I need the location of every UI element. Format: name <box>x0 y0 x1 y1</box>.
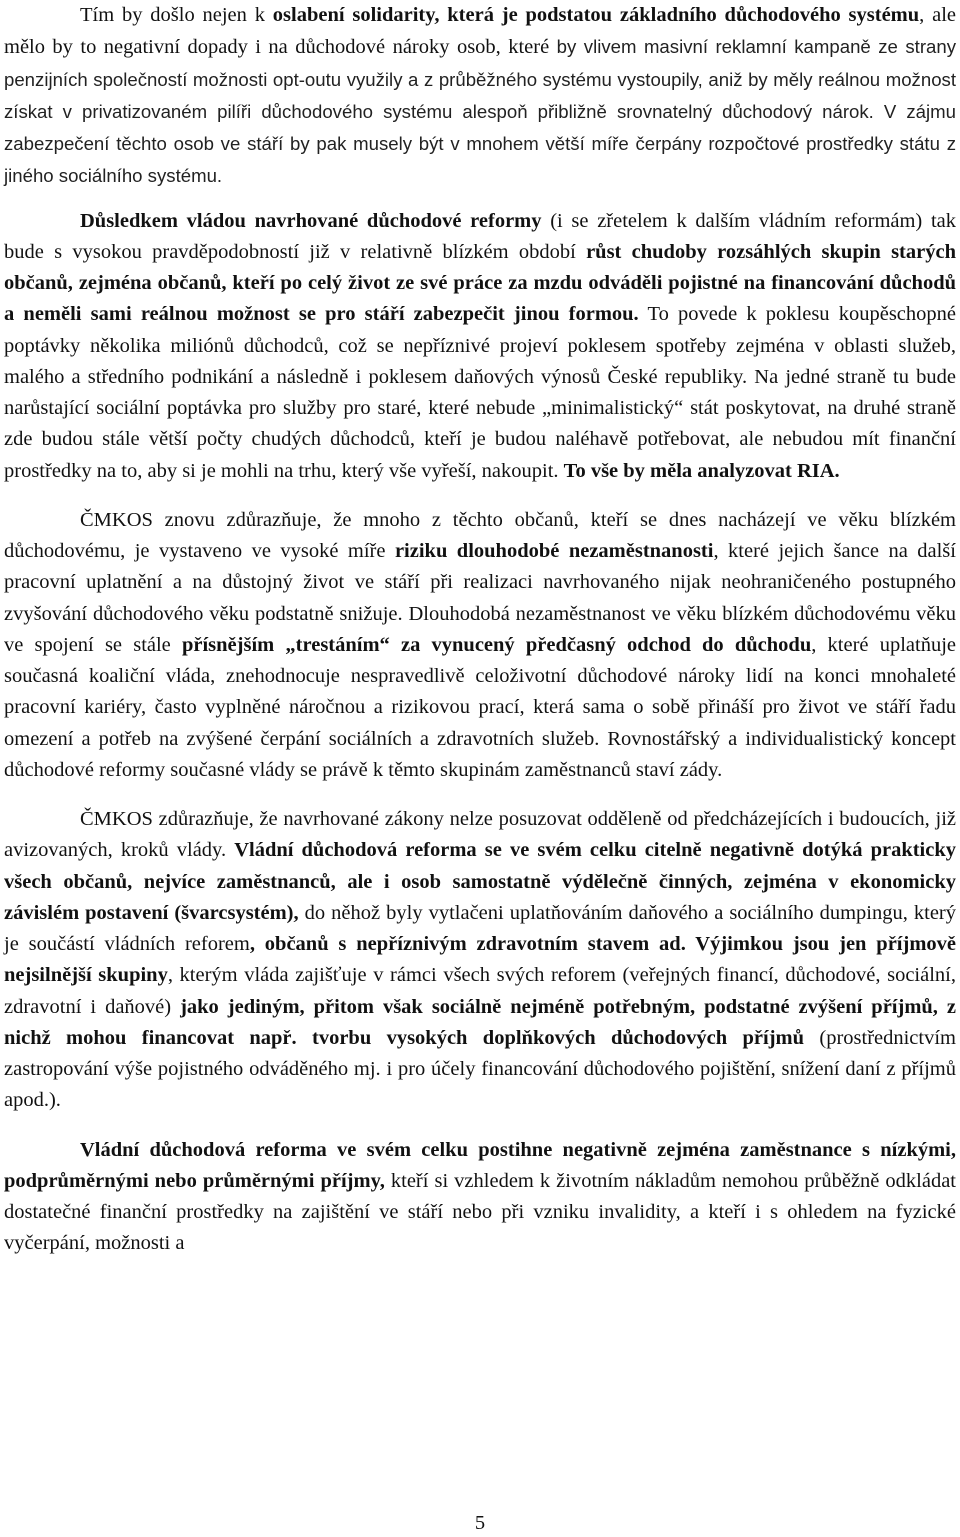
text-run: , které jejich šance na další pracovní uplatnění a na důstojný život ve stáří při realizaci navrhovaného nijak neohraničeného postupného zvyšování důchodového věku podstatně snižuje. Dlouhodobá nezaměstnanost ve věku blízkém důchodovému věku ve spojení se stále <box>4 540 956 656</box>
text-run: ČMKOS znovu zdůrazňuje, že mnoho z těchto občanů, kteří se dnes nacházejí ve věku blízkém důchodovému, je vystaveno ve vysoké míře <box>4 508 956 562</box>
text-run: (prostřednictvím zastropování výše pojistného odváděného mj. i pro účely financování důchodového pojištění, snížení daní z příjmů apod.). <box>4 1026 956 1112</box>
paragraph-solidarity <box>4 0 956 193</box>
text-run-bold: přísnějším „trestáním“ za vynucený předčasný odchod do důchodu <box>181 633 812 656</box>
text-run: kteří si vzhledem k životním nákladům nemohou průběžně odkládat dostatečné finanční prostředky na zajištění ve stáří nebo při vzniku invalidity, a kteří i s ohledem na fyzické vyčerpání, možnosti a <box>4 1169 957 1255</box>
text-run: (i se zřetelem k dalším vládním reformám) tak bude s vysokou pravděpodobností již v relativně blízkém období <box>4 209 956 263</box>
text-run-bold: Důsledkem vládou navrhované důchodové reformy <box>80 209 542 232</box>
document-page <box>4 0 956 1260</box>
text-run-bold: , občanů s nepříznivým zdravotním stavem ad. Výjimkou jsou jen příjmově nejsilnější skupiny <box>4 933 956 987</box>
text-run-bold: oslabení solidarity, která je podstatou základního důchodového systému <box>272 4 920 26</box>
paragraph-reform-impact <box>4 804 956 1117</box>
text-run-bold: Vládní důchodová reforma ve svém celku postihne negativně zejména zaměstnance s nízkými, podprůměrnými nebo průměrnými příjmy, <box>4 1138 956 1192</box>
text-run: , ale mělo by to negativní dopady i na důchodové nároky osob, které <box>4 4 956 59</box>
text-run-bold: jako jediným, přitom však sociálně nejméně potřebným, podstatné zvýšení příjmů, z nichž mohou financovat např. tvorbu vysokých doplňkových důchodových příjmů <box>4 995 956 1049</box>
page-number: 5 <box>474 1512 486 1534</box>
text-run-bold: Vládní důchodová reforma se ve svém celku citelně negativně dotýká prakticky všech občanů, nejvíce zaměstnanců, ale i osob samostatně výdělečně činných, zejména v ekonomicky závislém postavení (švarcsystém), <box>4 839 956 924</box>
text-run: Tím by došlo nejen k <box>80 4 273 26</box>
text-run-bold: riziku dlouhodobé nezaměstnanosti <box>394 540 714 562</box>
text-run: do něhož byly vytlačeni uplatňováním daňového a sociálního dumpingu, který je součástí vládních reforem <box>4 901 956 955</box>
text-run: ČMKOS zdůrazňuje, že navrhované zákony nelze posuzovat odděleně od předcházejících i budoucích, již avizovaných, kroků vlády. <box>4 808 956 862</box>
paragraph-unemployment-risk <box>4 505 956 786</box>
text-run-bold: To vše by měla analyzovat RIA. <box>563 459 840 482</box>
text-run-bold: růst chudoby rozsáhlých skupin starých občanů, zejména občanů, kteří po celý život ze své práce za mzdu odváděli pojistné na financování důchodů a neměli sami reálnou možnost se pro stáří zabezpečit jinou formou. <box>4 240 956 326</box>
text-run: , které uplatňuje současná koaliční vláda, znehodnocuje nespravedlivě celoživotní důchodové nároky lidí na konci mnohaleté pracovní kariéry, často vyplněné náročnou a rizikovou prací, která sama o sobě přináší pro život ve stáří řadu omezení a potřeb na zvýšené čerpání sociálních a zdravotních služeb. Rovnostářský a individualistický koncept důchodové reformy současné vlády se právě k těmto skupinám zaměstnanců staví zády. <box>4 633 956 781</box>
text-run: , kterým vláda zajišťuje v rámci všech svých reforem (veřejných financí, důchodové, sociální, zdravotní i daňové) <box>4 964 956 1018</box>
paragraph-poverty-growth <box>4 206 956 487</box>
text-run: by vlivem masivní reklamní kampaně ze strany penzijních společností možnosti opt-outu využily a z průběžného systému vystoupily, aniž by měly reálnou možnost získat v privatizovaném pilíři důchodového systému alespoň přibližně srovnatelný důchodový nárok. V zájmu zabezpečení těchto osob ve stáří by pak musely být v mnohem větší míře čerpány rozpočtové prostředky státu z jiného sociálního systému. <box>4 36 956 187</box>
text-run: To povede k poklesu koupěschopné poptávky několika miliónů důchodců, což se nepříznivé projeví poklesem spotřeby zejména v oblasti služeb, malého a středního podnikání a následně i poklesem daňových výnosů České republiky. Na jedné straně tu bude narůstající sociální poptávka pro služby pro staré, které nebude „minimalistický“ stát poskytovat, na druhé straně zde budou stále větší počty chudých důchodců, kteří je budou naléhavě potřebovat, ale nebudou mít finanční prostředky na to, aby si je mohli na trhu, který vše vyřeší, nakoupit. <box>4 303 956 482</box>
paragraph-low-income-employees <box>4 1135 956 1260</box>
